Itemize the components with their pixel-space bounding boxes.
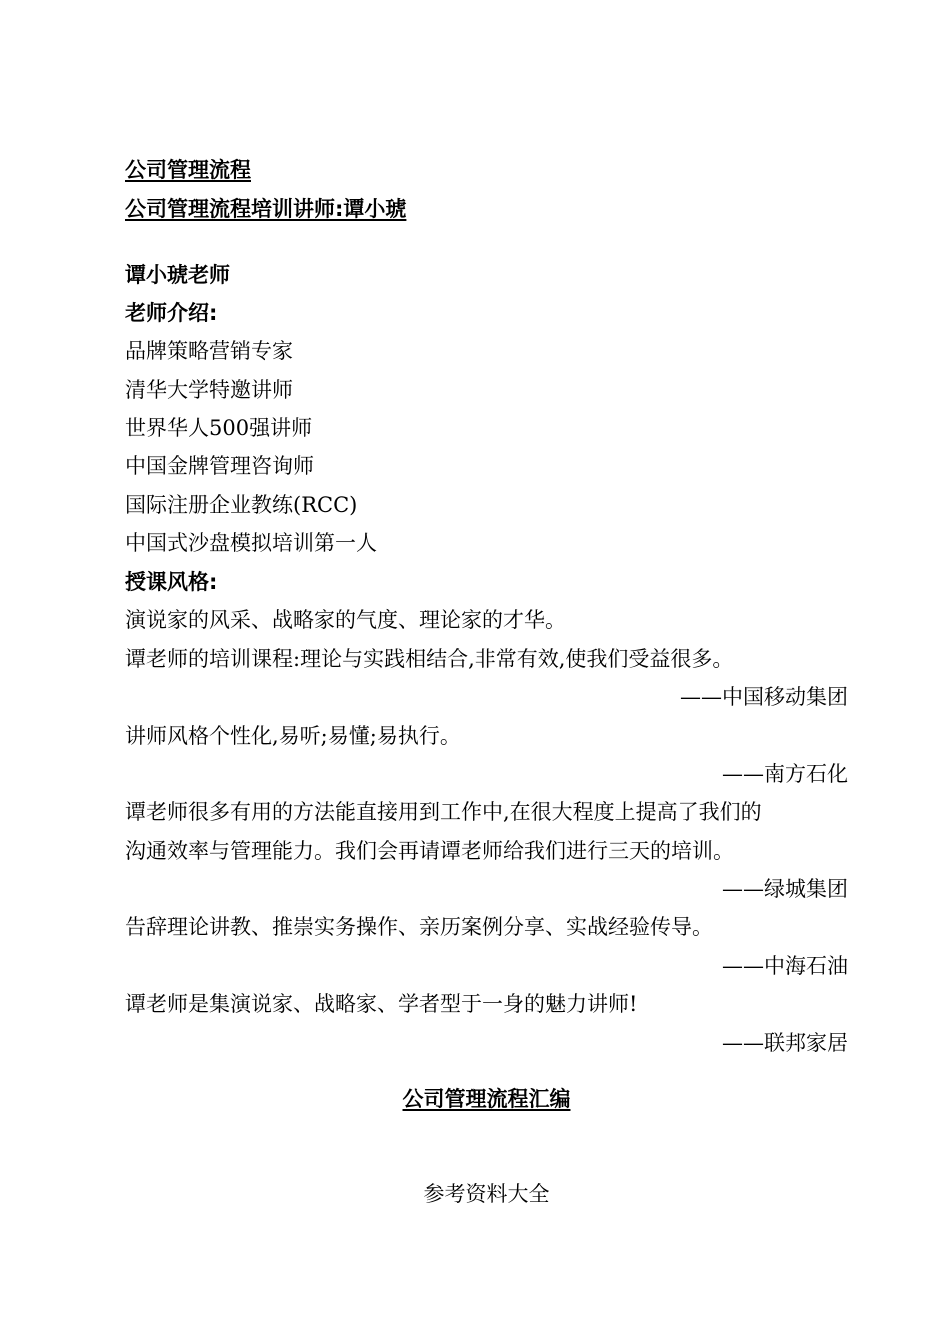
testimonial-quote: 谭老师是集演说家、战略家、学者型于一身的魅力讲师! xyxy=(125,992,638,1016)
style-heading: 授课风格: xyxy=(125,570,218,594)
document-title: 公司管理流程 xyxy=(125,158,251,182)
document-subtitle: 公司管理流程培训讲师:谭小琥 xyxy=(125,197,407,221)
testimonial-quote: 告辞理论讲教、推崇实务操作、亲历案例分享、实战经验传导。 xyxy=(125,915,713,939)
intro-item: 国际注册企业教练(RCC) xyxy=(125,493,358,517)
intro-item: 品牌策略营销专家 xyxy=(125,339,293,363)
testimonial-quote: 谭老师的培训课程:理论与实践相结合,非常有效,使我们受益很多。 xyxy=(125,647,734,671)
document-page xyxy=(125,0,848,1344)
intro-heading: 老师介绍: xyxy=(125,301,218,325)
testimonial-source: ——绿城集团 xyxy=(722,877,848,901)
intro-item: 清华大学特邀讲师 xyxy=(125,378,293,402)
testimonial-quote: 沟通效率与管理能力。我们会再请谭老师给我们进行三天的培训。 xyxy=(125,839,734,863)
intro-item: 中国式沙盘模拟培训第一人 xyxy=(125,531,377,555)
testimonial-source: ——中国移动集团 xyxy=(680,685,848,709)
testimonial-quote: 讲师风格个性化,易听;易懂;易执行。 xyxy=(125,724,461,748)
intro-item: 中国金牌管理咨询师 xyxy=(125,454,314,478)
style-summary: 演说家的风采、战略家的气度、理论家的才华。 xyxy=(125,608,566,632)
testimonial-quote: 谭老师很多有用的方法能直接用到工作中,在很大程度上提高了我们的 xyxy=(125,800,762,824)
testimonial-source: ——联邦家居 xyxy=(722,1031,848,1055)
reference-title: 参考资料大全 xyxy=(423,1182,550,1206)
testimonial-source: ——中海石油 xyxy=(722,954,848,978)
intro-item: 世界华人500强讲师 xyxy=(125,416,313,440)
teacher-name: 谭小琥老师 xyxy=(125,263,230,287)
testimonial-source: ——南方石化 xyxy=(722,762,848,786)
compilation-title: 公司管理流程汇编 xyxy=(402,1087,571,1111)
